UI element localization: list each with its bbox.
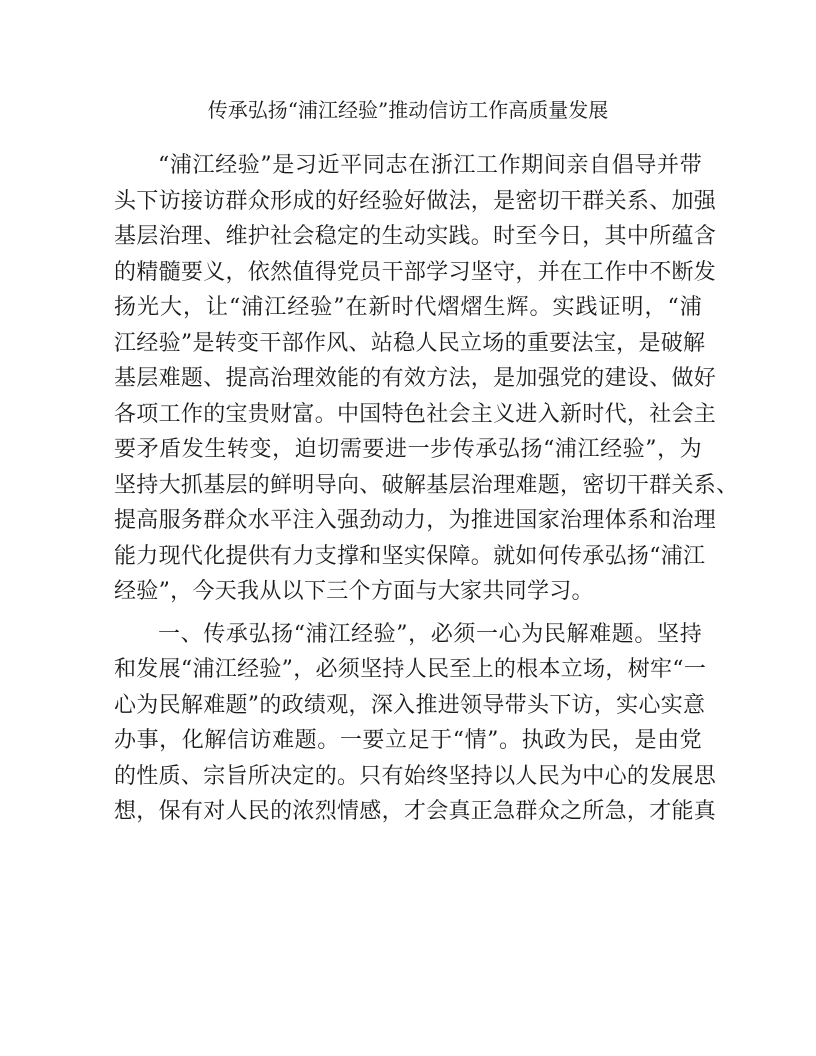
text-line: 和发展“浦江经验”，必须坚持人民至上的根本立场，树牢“一 <box>114 657 707 682</box>
paragraph-intro <box>114 148 739 610</box>
text-line: 经验”，今天我从以下三个方面与大家共同学习。 <box>114 579 594 604</box>
text-line: 要矛盾发生转变，迫切需要进一步传承弘扬“浦江经验”，为 <box>114 437 702 462</box>
text-line: “浦江经验”是习近平同志在浙江工作期间亲自倡导并带 <box>158 153 702 178</box>
text-line: 各项工作的宝贵财富。中国特色社会主义进入新时代，社会主 <box>114 401 717 427</box>
text-line: 基层治理、维护社会稳定的生动实践。时至今日，其中所蕴含 <box>114 224 717 249</box>
text-line: 基层难题、提高治理效能的有效方法，是加强党的建设、做好 <box>114 366 717 391</box>
text-line: 想，保有对人民的浓烈情感，才会真正急群众之所急，才能真 <box>114 799 717 824</box>
text-line: 能力现代化提供有力支撑和坚实保障。就如何传承弘扬“浦江 <box>114 543 706 569</box>
text-line: 坚持大抓基层的鲜明导向、破解基层治理难题，密切干群关系、 <box>114 472 739 498</box>
text-line: 提高服务群众水平注入强劲动力，为推进国家治理体系和治理 <box>114 508 717 533</box>
text-line: 的性质、宗旨所决定的。只有始终坚持以人民为中心的发展思 <box>114 763 717 789</box>
text-line: 办事，化解信访难题。一要立足于“情”。执政为民，是由党 <box>114 728 702 753</box>
text-line: 一、传承弘扬“浦江经验”，必须一心为民解难题。坚持 <box>158 621 702 647</box>
document-title: 传承弘扬“浦江经验”推动信访工作高质量发展 <box>207 98 609 122</box>
text-line: 江经验”是转变干部作风、站稳人民立场的重要法宝，是破解 <box>114 330 706 356</box>
text-line: 扬光大，让“浦江经验”在新时代熠熠生辉。实践证明，“浦 <box>114 295 702 320</box>
document-body <box>114 148 739 830</box>
text-line: 头下访接访群众形成的好经验好做法，是密切干群关系、加强 <box>114 188 717 214</box>
text-line: 的精髓要义，依然值得党员干部学习坚守，并在工作中不断发 <box>114 259 717 285</box>
paragraph-section-one <box>114 617 717 830</box>
text-line: 心为民解难题”的政绩观，深入推进领导带头下访，实心实意 <box>114 692 706 718</box>
